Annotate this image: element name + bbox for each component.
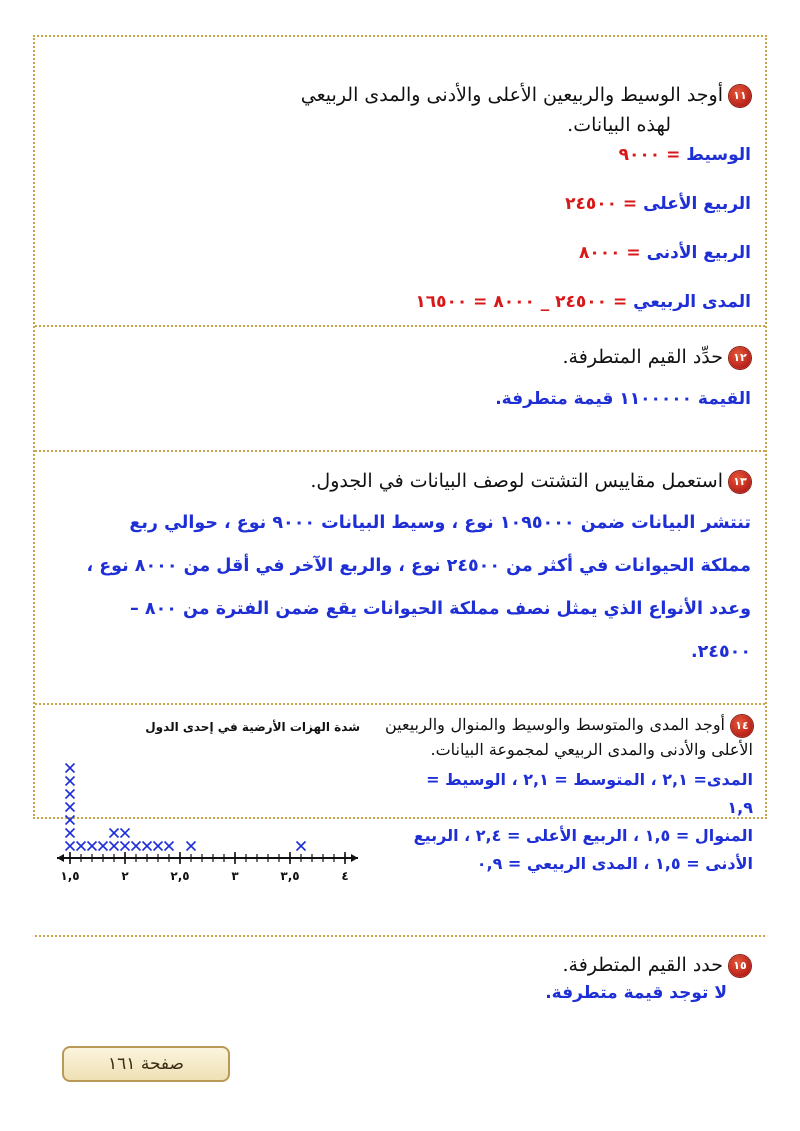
question-15-text: ١٥حدد القيم المتطرفة. bbox=[35, 950, 751, 980]
data-point-x-mark bbox=[110, 842, 119, 851]
question-number-badge: ١٤ bbox=[731, 715, 753, 737]
question-number-badge: ١٢ bbox=[729, 347, 751, 369]
chart-title: شدة الهزات الأرضية في إحدى الدول bbox=[145, 720, 360, 734]
question-12-answer: القيمة ١١٠٠٠٠٠ قيمة متطرفة. bbox=[495, 389, 751, 409]
data-point-x-mark bbox=[77, 842, 86, 851]
data-point-x-mark bbox=[66, 842, 75, 851]
axis-arrow-right bbox=[351, 854, 358, 862]
data-point-x-mark bbox=[66, 829, 75, 838]
question-14-answer: المدى= ٢,١ ، المتوسط = ٢,١ ، الوسيط = ١,٩ المنوال = ١,٥ ، الربيع الأعلى = ٢,٤ ، الربيع الأدنى = ١,٥ ، المدى الربيعي = ٠,٩ bbox=[413, 770, 753, 873]
question-number-badge: ١٣ bbox=[729, 471, 751, 493]
question-12-text: ١٢حدِّد القيم المتطرفة. bbox=[35, 342, 751, 372]
data-point-x-mark bbox=[66, 777, 75, 786]
upper-quartile-answer: الربيع الأعلى = ٢٤٥٠٠ bbox=[565, 194, 751, 214]
question-11 bbox=[35, 80, 765, 336]
data-point-x-mark bbox=[88, 842, 97, 851]
axis-tick-label: ١,٥ bbox=[60, 869, 80, 883]
question-15-answer: لا توجد قيمة متطرفة. bbox=[545, 983, 727, 1003]
question-11-text: ١١أوجد الوسيط والربيعين الأعلى والأدنى والمدى الربيعي bbox=[35, 80, 751, 110]
section-divider bbox=[35, 325, 765, 327]
question-13 bbox=[35, 466, 765, 674]
data-point-x-mark bbox=[121, 829, 130, 838]
question-15 bbox=[35, 950, 765, 1007]
data-point-x-mark bbox=[110, 829, 119, 838]
axis-arrow-left bbox=[57, 854, 64, 862]
section-divider bbox=[35, 935, 765, 937]
axis-tick-label: ٤ bbox=[341, 869, 349, 883]
median-answer: الوسيط = ٩٠٠٠ bbox=[618, 145, 751, 165]
data-point-x-mark bbox=[121, 842, 130, 851]
question-11-text-line2: لهذه البيانات. bbox=[567, 114, 671, 136]
iqr-answer: المدى الربيعي = ٢٤٥٠٠ _ ٨٠٠٠ = ١٦٥٠٠ bbox=[415, 292, 751, 312]
section-divider bbox=[35, 450, 765, 452]
section-divider bbox=[35, 703, 765, 705]
lower-quartile-answer: الربيع الأدنى = ٨٠٠٠ bbox=[578, 243, 751, 263]
question-13-answer: تنتشر البيانات ضمن ١٠٩٥٠٠٠ نوع ، وسيط البيانات ٩٠٠٠ نوع ، حوالي ربع مملكة الحيوانات في أكثر من ٢٤٥٠٠ نوع ، والربع الآخر في أقل من ٨٠٠٠ نوع ، وعدد الأنواع الذي يمثل نصف مملكة الحيوانات يقع ضمن الفترة من ٨٠٠ – ٢٤٥٠٠. bbox=[86, 513, 751, 662]
data-point-x-mark bbox=[154, 842, 163, 851]
axis-tick-label: ٢ bbox=[121, 869, 129, 883]
question-13-text: ١٣استعمل مقاييس التشتت لوصف البيانات في الجدول. bbox=[35, 466, 751, 496]
data-point-x-mark bbox=[132, 842, 141, 851]
data-point-x-mark bbox=[187, 842, 196, 851]
question-12 bbox=[35, 342, 765, 413]
data-point-x-mark bbox=[143, 842, 152, 851]
question-14-text: ١٤أوجد المدى والمتوسط والوسيط والمنوال والربيعين الأعلى والأدنى والمدى الربيعي لمجموعة البيانات. bbox=[385, 715, 753, 759]
question-number-badge: ١١ bbox=[729, 85, 751, 107]
line-plot-svg bbox=[55, 738, 360, 883]
earthquake-line-plot bbox=[55, 720, 360, 885]
data-point-x-mark bbox=[66, 803, 75, 812]
axis-tick-label: ٢,٥ bbox=[170, 869, 190, 883]
question-14 bbox=[385, 712, 765, 878]
axis-tick-label: ٣,٥ bbox=[280, 869, 300, 883]
axis-tick-label: ٣ bbox=[231, 869, 239, 883]
question-number-badge: ١٥ bbox=[729, 955, 751, 977]
data-point-x-mark bbox=[99, 842, 108, 851]
data-point-x-mark bbox=[66, 816, 75, 825]
page-number-label: صفحة ١٦١ bbox=[62, 1046, 230, 1082]
data-point-x-mark bbox=[66, 790, 75, 799]
data-point-x-mark bbox=[165, 842, 174, 851]
data-point-x-mark bbox=[297, 842, 306, 851]
data-point-x-mark bbox=[66, 764, 75, 773]
